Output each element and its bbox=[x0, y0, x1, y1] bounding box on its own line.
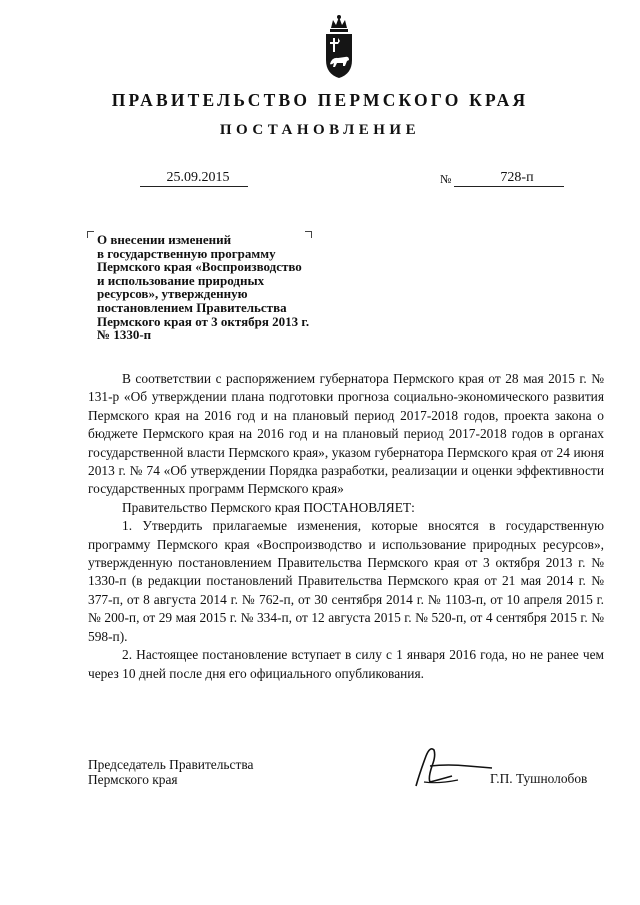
subject-line: в государственную программу bbox=[97, 245, 276, 261]
document-type: ПОСТАНОВЛЕНИЕ bbox=[219, 122, 421, 138]
signer-name: Г.П. Тушнолобов bbox=[490, 771, 588, 786]
perm-coat-of-arms-icon bbox=[323, 14, 355, 80]
subject-line: № 1330-п bbox=[97, 327, 152, 343]
document-number: 728-п bbox=[454, 170, 564, 187]
subject-line: О внесении изменений bbox=[97, 232, 232, 247]
clause-1-paragraph: 1. Утвердить прилагаемые изменения, которые вносятся в государственную программу Пермского края «Воспроизводство и использование природных ресурсов», утвержденную постановлением Правительства Пермского края от 3 октября 2013 г. № 1330-п (в редакции постановлений Правительства Пермского края от 21 мая 2014 г. № 377-п, от 8 августа 2014 г. № 762-п, от 30 сентября 2014 г. № 1103-п, от 10 апреля 2015 г. № 200-п, от 29 мая 2015 г. № 334-п, от 12 августа 2015 г. № 520-п, от 4 сентября 2015 г. № 598-п). bbox=[88, 518, 604, 644]
document-body bbox=[88, 370, 604, 683]
subject-corner-left bbox=[87, 231, 94, 238]
clause-2-paragraph: 2. Настоящее постановление вступает в силу с 1 января 2016 года, но не ранее чем через 10 дней после дня его официального опубликования. bbox=[88, 647, 604, 681]
subject-line: постановлением Правительства bbox=[97, 299, 287, 315]
resolution-paragraph: Правительство Пермского края ПОСТАНОВЛЯЕТ: bbox=[122, 499, 415, 515]
document-subject bbox=[97, 233, 357, 342]
subject-line: и использование природных bbox=[97, 272, 265, 288]
number-sign: № bbox=[440, 172, 452, 186]
position-line: Пермского края bbox=[88, 772, 178, 787]
subject-line: Пермского края «Воспроизводство bbox=[97, 259, 302, 275]
document-date: 25.09.2015 bbox=[140, 170, 248, 187]
preamble-paragraph: В соответствии с распоряжением губернатора Пермского края от 28 мая 2015 г. № 131-р «Об утверждении плана подготовки прогноза социально-экономического развития Пермского края на 2016 год и на плановый период 2017-2018 годов, проекта закона о бюджете Пермского края на 2016 год и на плановый период 2017-2018 годов в органах государственной власти Пермского края», указом губернатора Пермского края от 24 июня 2013 г. № 74 «Об утверждении Порядка разработки, реализации и оценки эффективности государственных программ Пермского края» bbox=[88, 371, 604, 497]
subject-line: Пермского края от 3 октября 2013 г. bbox=[97, 313, 310, 329]
position-line: Председатель Правительства bbox=[88, 757, 254, 772]
government-title: ПРАВИТЕЛЬСТВО ПЕРМСКОГО КРАЯ bbox=[111, 90, 529, 110]
signatory-position bbox=[88, 757, 253, 787]
subject-line: ресурсов», утвержденную bbox=[97, 286, 248, 302]
